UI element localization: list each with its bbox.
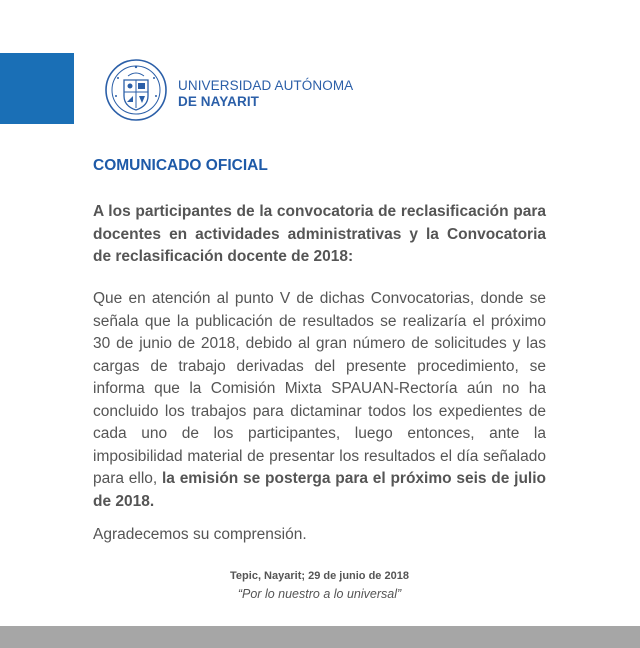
closing-line: Agradecemos su comprensión. — [93, 526, 307, 543]
page-title: COMUNICADO OFICIAL — [93, 157, 268, 174]
university-seal-icon — [104, 58, 168, 122]
university-name — [178, 78, 353, 110]
place-date: Tepic, Nayarit; 29 de junio de 2018 — [230, 570, 409, 582]
main-paragraph-text: Que en atención al punto V de dichas Convocatorias, donde se señala que la publicación de resultados se realizaría el próximo 30 de junio de 2018, debido al gran número de solicitudes y las cargas de trabajo derivadas del presente procedimiento, se informa que la Comisión Mixta SPAUAN-Rectoría aún no ha concluido los trabajos para dictaminar todos los expedientes de cada uno de los participantes, luego entonces, ante la imposibilidad material de presentar los resultados el día señalado para ello, — [93, 290, 546, 487]
brand-color-block — [0, 53, 74, 124]
main-paragraph-emphasis: la emisión se posterga para el próximo seis de julio de 2018. — [93, 470, 546, 510]
university-name-line2: DE NAYARIT — [178, 94, 260, 109]
footer-bar — [0, 626, 640, 648]
university-name-line1: UNIVERSIDAD AUTÓNOMA — [178, 78, 354, 93]
university-motto: “Por lo nuestro a lo universal” — [237, 587, 402, 601]
main-paragraph — [93, 288, 546, 513]
addressee-paragraph: A los participantes de la convocatoria de reclasificación para docentes en actividades administrativas y la Convocatoria de reclasificación docente de 2018: — [93, 203, 546, 265]
